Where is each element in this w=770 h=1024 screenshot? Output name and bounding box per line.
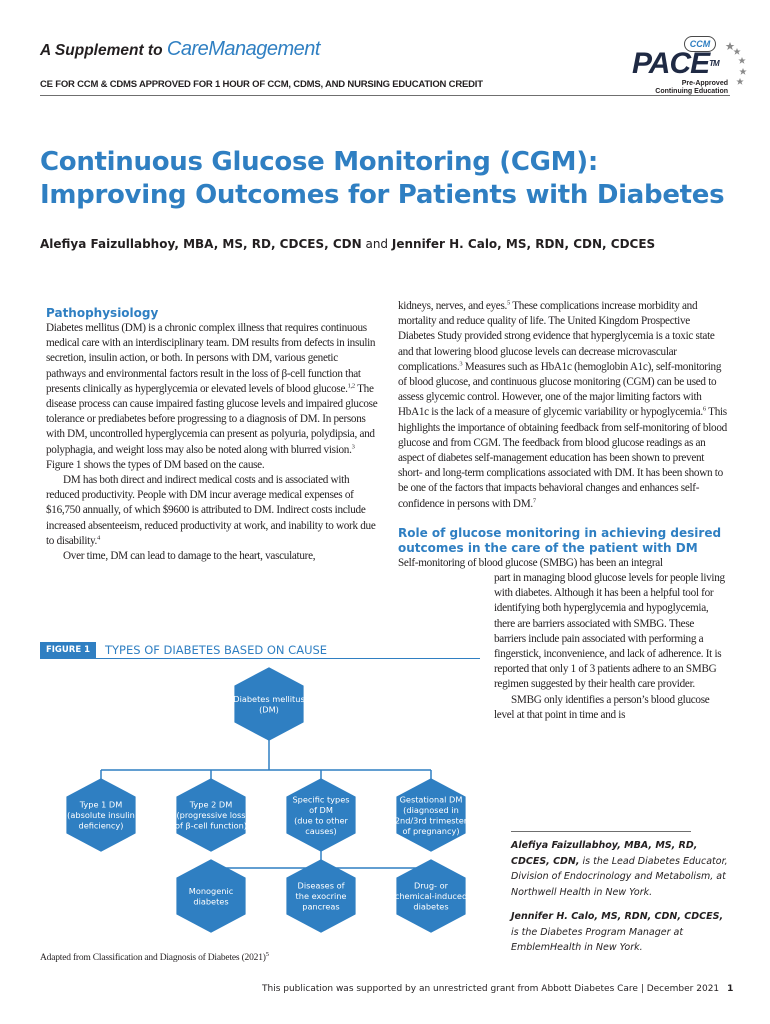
- pace-word: PACE: [632, 47, 710, 80]
- hex-label-type1: (absolute insulin: [67, 810, 135, 820]
- pace-sub-line2: Continuing Education: [655, 88, 728, 95]
- hex-label-specific: (due to other: [294, 815, 348, 826]
- hex-label-type2: of β-cell function): [174, 820, 248, 831]
- hex-label-specific: causes): [305, 825, 337, 836]
- ce-credit-line: CE FOR CCM & CDMS APPROVED FOR 1 HOUR OF CCM, CDMS, AND NURSING EDUCATION CREDIT: [40, 79, 483, 90]
- citation: 3: [459, 360, 463, 368]
- paragraph-pathophysiology-1: [46, 321, 378, 473]
- paragraph-pathophysiology-2: [46, 473, 378, 549]
- bio-divider: [511, 831, 691, 832]
- hex-label-root: Diabetes mellitus: [233, 693, 305, 704]
- citation: 3: [351, 442, 355, 450]
- text-run: DM has both direct and indirect medical costs and is associated with reduced productivity. People with DM incur average medical expenses of $16,750 annually, of which $9600 is attributed to DM. Indirect costs include increased absenteeism, reduced productivity at work, and inability to work due to disability.: [46, 474, 376, 547]
- hex-label-gestational: (diagnosed in: [403, 804, 459, 815]
- hex-label-root: (DM): [259, 704, 279, 715]
- ccm-logo: CCM: [684, 36, 716, 52]
- caremanagement-brand: CareManagement: [166, 38, 320, 60]
- author-1: Alefiya Faizullabhoy, MBA, MS, RD, CDCES, CDN: [40, 237, 362, 251]
- hex-label-drug: Drug- or: [414, 880, 448, 891]
- connector-lines: [101, 740, 431, 870]
- ccm-pace-badge: [632, 36, 752, 98]
- hex-label-specific: of DM: [309, 804, 333, 815]
- author-bios: [511, 838, 733, 956]
- page-number: 1: [727, 984, 734, 994]
- figure-caption: [40, 952, 269, 964]
- article-title: [40, 146, 740, 212]
- footer-text: This publication was supported by an unrestricted grant from Abbott Diabetes Care | December 2021: [262, 984, 720, 994]
- hex-label-specific: Specific types: [292, 794, 350, 805]
- paragraph-smbg-2: SMBG only identifies a person’s blood glucose level at that point in time and is: [494, 693, 710, 721]
- hex-label-exocrine: pancreas: [302, 901, 340, 912]
- figure-divider: [40, 658, 480, 659]
- bio-author-2: [511, 909, 733, 956]
- title-line-2: Improving Outcomes for Patients with Diabetes: [40, 180, 725, 210]
- bio-name: Alefiya Faizullabhoy, MBA, MS, RD, CDCES, CDN,: [511, 840, 698, 867]
- author-conjunction: and: [361, 237, 392, 251]
- pace-subtitle: [638, 80, 728, 96]
- hex-label-type2: (progressive loss: [176, 810, 246, 820]
- title-line-1: Continuous Glucose Monitoring (CGM):: [40, 147, 598, 177]
- author-byline: [40, 236, 740, 252]
- pace-wordmark: [632, 48, 719, 80]
- bio-name: Jennifer H. Calo, MS, RDN, CDN, CDCES,: [511, 911, 724, 922]
- left-column: [46, 306, 378, 564]
- figure-label: FIGURE 1: [40, 642, 96, 658]
- text-run: Measures such as HbA1c (hemoglobin A1c), self-monitoring of blood glucose, and continuous glucose monitoring (CGM) can be used to assess glycemic control. However, one of the major limiting factors with HbA1c is the lack of a measure of glycemic variability or hypoglycemia.: [398, 360, 722, 419]
- pace-trademark: TM: [709, 59, 719, 68]
- caption-text: Adapted from Classification and Diagnosis of Diabetes (2021): [40, 953, 266, 963]
- citation: 5: [265, 950, 269, 958]
- pace-sub-line1: Pre-Approved: [681, 80, 728, 87]
- paragraph-complications: [398, 299, 728, 512]
- citation: 1,2: [347, 382, 355, 390]
- paragraph-smbg-1-continued: part in managing blood glucose levels for people living with diabetes. Although it has been a helpful tool for identifying both hyperglycemia and hypoglycemia, there are barriers associated with SMBG. These barriers include pain associated with performing a fingerstick, inconvenience, and lack of adherence. It is reported that only 1 of 3 patients adhere to an SMBG regimen suggested by their health care provider.: [494, 572, 725, 691]
- hex-label-gestational: Gestational DM: [399, 794, 463, 805]
- header-divider: [40, 95, 730, 96]
- citation: 6: [702, 405, 706, 413]
- citation: 7: [532, 496, 536, 504]
- hex-label-type1: deficiency): [78, 820, 124, 831]
- hex-label-drug: diabetes: [413, 901, 449, 912]
- hex-label-exocrine: the exocrine: [295, 891, 347, 901]
- section-heading-pathophysiology: Pathophysiology: [46, 306, 159, 320]
- text-run: kidneys, nerves, and eyes.: [398, 300, 508, 312]
- hex-label-gestational: 2nd/3rd trimester: [394, 815, 468, 826]
- hex-label-type2: Type 2 DM: [189, 799, 233, 810]
- text-run: These complications increase morbidity and mortality and reduce quality of life. The United Kingdom Prospective Diabetes Study provided strong evidence that hyperglycemia is a toxic state and that lowering blood glucose levels can decrease microvascular complications.: [398, 300, 715, 373]
- supplement-prefix: A Supplement to: [40, 42, 167, 59]
- hex-label-type1: Type 1 DM: [79, 799, 123, 810]
- supplement-banner: [40, 38, 320, 61]
- citation: 5: [507, 299, 510, 307]
- bio-dept: Division of Endocrinology and Metabolism, at Northwell Health in New York.: [511, 871, 726, 898]
- hex-label-exocrine: Diseases of: [297, 880, 345, 891]
- text-run: The disease process can cause impaired fasting glucose levels and impaired glucose tolerance or prediabetes before progressing to a diagnosis of DM. In persons with DM, uncontrolled hyperglycemia can present as polyuria, polydipsia, and polyphagia, and weight loss may also be noted along with blurred vision.: [46, 382, 378, 456]
- bio-author-1: [511, 838, 733, 900]
- diabetes-types-diagram: [40, 660, 490, 950]
- text-run: Diabetes mellitus (DM) is a chronic complex illness that requires continuous medical care with an interdisciplinary team. DM results from defects in insulin secretion, insulin action, or both. In persons with DM, various genetic pathways and environmental factors result in the loss of β-cell function that presents clinically as hyperglycemia or elevated levels of blood glucose.: [46, 322, 376, 395]
- hex-label-monogenic: diabetes: [193, 896, 229, 907]
- hex-label-monogenic: Monogenic: [188, 885, 234, 896]
- figure-title: TYPES OF DIABETES BASED ON CAUSE: [105, 643, 328, 657]
- page-footer: [262, 983, 732, 995]
- hex-label-gestational: of pregnancy): [402, 825, 460, 836]
- author-2: Jennifer H. Calo, MS, RDN, CDN, CDCES: [391, 237, 656, 251]
- section-heading-glucose-monitoring: Role of glucose monitoring in achieving desired outcomes in the care of the patient with DM: [398, 525, 722, 555]
- paragraph-pathophysiology-3: Over time, DM can lead to damage to the heart, vasculature,: [63, 550, 316, 563]
- citation: 4: [97, 534, 100, 542]
- bio-role: is the Lead Diabetes Educator,: [579, 855, 728, 867]
- text-run: This highlights the importance of obtaining feedback from self-monitoring of blood glucose and from CGM. The feedback from blood glucose readings as an aspect of diabetes self-management education has been shown to prevent short- and long-term complications associated with DM. It has been shown to be one of the factors that impacts behavioral changes and enhances self-confidence in persons with DM.: [398, 406, 727, 510]
- bio-role: is the Diabetes Program Manager at EmblemHealth in New York.: [511, 926, 684, 953]
- stars-arc-icon: [724, 40, 750, 88]
- hex-label-drug: chemical-induced: [394, 891, 468, 901]
- paragraph-smbg-1: Self-monitoring of blood glucose (SMBG) has been an integral: [398, 556, 663, 569]
- text-run: Figure 1 shows the types of DM based on the cause.: [46, 458, 265, 471]
